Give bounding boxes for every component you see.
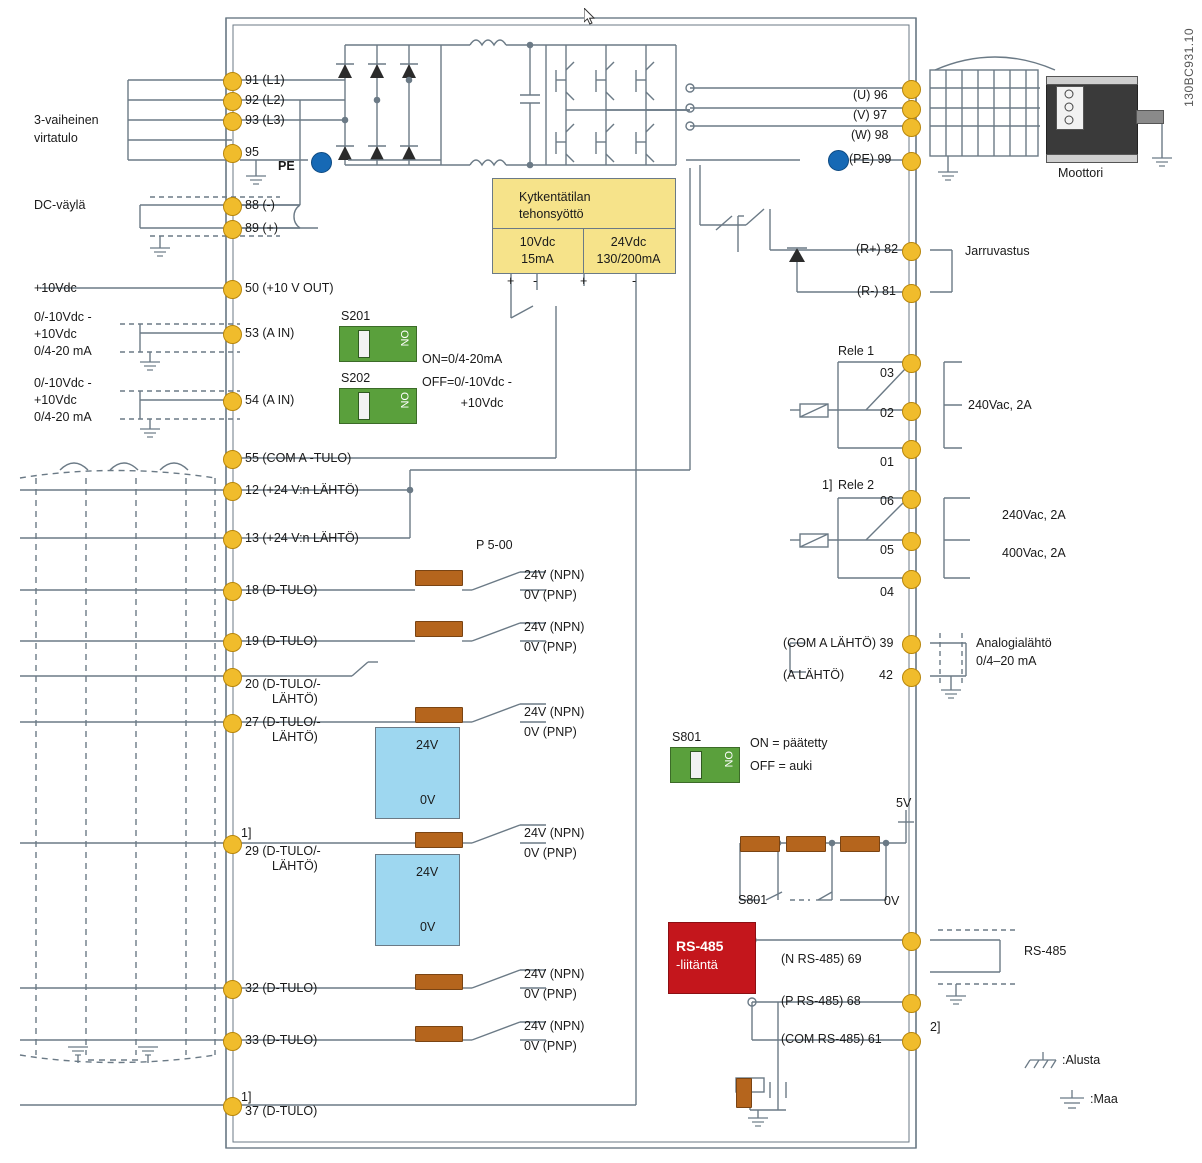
terminal-42[interactable] bbox=[902, 668, 921, 687]
terminal-99[interactable] bbox=[902, 152, 921, 171]
terminal-29-label2: LÄHTÖ) bbox=[272, 859, 318, 873]
pnp-label-32: 0V (PNP) bbox=[524, 987, 577, 1001]
terminal-04[interactable] bbox=[902, 570, 921, 589]
terminal-92-label: 92 (L2) bbox=[245, 93, 285, 107]
rs485-external-label: RS-485 bbox=[1024, 944, 1067, 958]
pnp-label-29: 0V (PNP) bbox=[524, 846, 577, 860]
motor-label: Moottori bbox=[1058, 166, 1104, 180]
terminal-54-label: 54 (A IN) bbox=[245, 393, 295, 407]
three-phase-label-line2: virtatulo bbox=[34, 131, 78, 145]
terminal-19[interactable] bbox=[223, 633, 242, 652]
terminal-96[interactable] bbox=[902, 80, 921, 99]
blue-29-0v: 0V bbox=[420, 920, 436, 934]
terminal-81[interactable] bbox=[902, 284, 921, 303]
resistor-33 bbox=[415, 1026, 463, 1042]
terminal-13-label: 13 (+24 V:n LÄHTÖ) bbox=[245, 531, 359, 545]
three-phase-label-line1: 3-vaiheinen bbox=[34, 113, 99, 127]
note-2-label: 2] bbox=[930, 1020, 941, 1034]
smps-pin-minus-1: - bbox=[533, 274, 538, 288]
terminal-95[interactable] bbox=[223, 144, 242, 163]
ain2-label-1: 0/-10Vdc - bbox=[34, 376, 92, 390]
terminal-19-label: 19 (D-TULO) bbox=[245, 634, 318, 648]
terminal-37-label: 37 (D-TULO) bbox=[245, 1104, 318, 1118]
terminal-42-label: (A LÄHTÖ) bbox=[783, 668, 845, 682]
smps-130-200ma: 130/200mA bbox=[596, 252, 661, 266]
smps-title-1: Kytkentätilan bbox=[519, 190, 591, 204]
terminal-39[interactable] bbox=[902, 635, 921, 654]
terminal-69[interactable] bbox=[902, 932, 921, 951]
five-volt-label: 5V bbox=[896, 796, 912, 810]
zero-volt-label: 0V bbox=[884, 894, 900, 908]
terminal-50[interactable] bbox=[223, 280, 242, 299]
ain2-label-3: 0/4-20 mA bbox=[34, 410, 92, 424]
terminal-32-label: 32 (D-TULO) bbox=[245, 981, 318, 995]
terminal-27-label2: LÄHTÖ) bbox=[272, 730, 318, 744]
relay1-rating: 240Vac, 2A bbox=[968, 398, 1032, 412]
rs485-com-resistor bbox=[736, 1078, 752, 1108]
termination-resistor-3 bbox=[840, 836, 880, 852]
terminal-82-label: (R+) 82 bbox=[856, 242, 899, 256]
note-1-terminal29: 1] bbox=[241, 826, 252, 840]
terminal-39-label: (COM A LÄHTÖ) 39 bbox=[783, 636, 894, 650]
npn-label-33: 24V (NPN) bbox=[524, 1019, 585, 1033]
relay1-label: Rele 1 bbox=[838, 344, 875, 358]
motor-shaft bbox=[1136, 110, 1164, 124]
motor-terminal-dots bbox=[1056, 86, 1082, 128]
npn-label-29: 24V (NPN) bbox=[524, 826, 585, 840]
terminal-05[interactable] bbox=[902, 532, 921, 551]
terminal-01-label: 01 bbox=[880, 455, 894, 469]
terminal-06-label: 06 bbox=[880, 494, 894, 508]
terminal-04-label: 04 bbox=[880, 585, 894, 599]
blue-27-24v: 24V bbox=[416, 738, 439, 752]
smps-10vdc: 10Vdc bbox=[519, 235, 556, 249]
terminal-97-label: (V) 97 bbox=[853, 108, 888, 122]
s201-on-text: ON bbox=[398, 330, 410, 347]
terminal-01[interactable] bbox=[902, 440, 921, 459]
dc-bus-label: DC-väylä bbox=[34, 198, 86, 212]
terminal-89-label: 89 (+) bbox=[245, 221, 279, 235]
smps-15ma: 15mA bbox=[521, 252, 554, 266]
ground-legend-label: :Maa bbox=[1090, 1092, 1118, 1106]
terminal-03-label: 03 bbox=[880, 366, 894, 380]
terminal-68[interactable] bbox=[902, 994, 921, 1013]
terminal-81-label: (R-) 81 bbox=[857, 284, 896, 298]
pnp-label-33: 0V (PNP) bbox=[524, 1039, 577, 1053]
resistor-29 bbox=[415, 832, 463, 848]
s202-on-text: ON bbox=[398, 392, 410, 409]
pnp-label-18: 0V (PNP) bbox=[524, 588, 577, 602]
note-1-terminal37: 1] bbox=[241, 1090, 252, 1104]
terminal-02-label: 02 bbox=[880, 406, 894, 420]
switch-off-description-2: +10Vdc bbox=[460, 396, 504, 410]
terminal-98[interactable] bbox=[902, 118, 921, 137]
terminal-92[interactable] bbox=[223, 92, 242, 111]
blue-27-0v: 0V bbox=[420, 793, 436, 807]
s202-slider[interactable] bbox=[358, 392, 370, 420]
s801-label: S801 bbox=[672, 730, 702, 744]
terminal-20-label: 20 (D-TULO/- bbox=[245, 677, 321, 691]
ain2-label-2: +10Vdc bbox=[34, 393, 77, 407]
terminal-18[interactable] bbox=[223, 582, 242, 601]
terminal-97[interactable] bbox=[902, 100, 921, 119]
ain1-label-1: 0/-10Vdc - bbox=[34, 310, 92, 324]
npn-label-32: 24V (NPN) bbox=[524, 967, 585, 981]
terminal-69-label: (N RS-485) 69 bbox=[781, 952, 862, 966]
terminal-29[interactable] bbox=[223, 835, 242, 854]
s201-label: S201 bbox=[341, 309, 371, 323]
terminal-55-label: 55 (COM A -TULO) bbox=[245, 451, 352, 465]
terminal-68-label: (P RS-485) 68 bbox=[781, 994, 861, 1008]
switch-off-description-1: OFF=0/-10Vdc - bbox=[422, 375, 512, 389]
rs485-card-label-1: RS-485 bbox=[676, 938, 724, 954]
pe-symbol-input bbox=[311, 152, 332, 173]
npn-label-27: 24V (NPN) bbox=[524, 705, 585, 719]
terminal-88[interactable] bbox=[223, 197, 242, 216]
switch-on-description: ON=0/4-20mA bbox=[422, 352, 503, 366]
pe-label: PE bbox=[278, 159, 295, 173]
terminal-88-label: 88 (-) bbox=[245, 198, 275, 212]
pe-symbol-motor bbox=[828, 150, 849, 171]
terminal-42-number: 42 bbox=[879, 668, 893, 682]
terminal-27-label: 27 (D-TULO/- bbox=[245, 715, 321, 729]
terminal-91-label: 91 (L1) bbox=[245, 73, 285, 87]
terminal-27[interactable] bbox=[223, 714, 242, 733]
terminal-05-label: 05 bbox=[880, 543, 894, 557]
terminal-03[interactable] bbox=[902, 354, 921, 373]
chassis-legend-label: :Alusta bbox=[1062, 1053, 1101, 1067]
terminal-61-label: (COM RS-485) 61 bbox=[781, 1032, 882, 1046]
terminal-61[interactable] bbox=[902, 1032, 921, 1051]
s801-inline-label: S801 bbox=[738, 893, 768, 907]
terminal-06[interactable] bbox=[902, 490, 921, 509]
s801-on-description: ON = päätetty bbox=[750, 736, 828, 750]
terminal-98-label: (W) 98 bbox=[851, 128, 889, 142]
relay2-rating-1: 240Vac, 2A bbox=[1002, 508, 1066, 522]
mouse-cursor bbox=[584, 8, 596, 26]
terminal-32[interactable] bbox=[223, 980, 242, 999]
relay2-rating-2: 400Vac, 2A bbox=[1002, 546, 1066, 560]
s801-on-text: ON bbox=[722, 751, 734, 768]
terminal-93-label: 93 (L3) bbox=[245, 113, 285, 127]
blue-29-24v: 24V bbox=[416, 865, 439, 879]
p5-00-label: P 5-00 bbox=[476, 538, 513, 552]
termination-resistor-2 bbox=[786, 836, 826, 852]
s801-off-description: OFF = auki bbox=[750, 759, 813, 773]
npn-label-18: 24V (NPN) bbox=[524, 568, 585, 582]
terminal-29-label: 29 (D-TULO/- bbox=[245, 844, 321, 858]
smps-pin-plus-1: + bbox=[507, 274, 515, 288]
smps-title-2: tehonsyöttö bbox=[519, 207, 584, 221]
terminal-91[interactable] bbox=[223, 72, 242, 91]
motor-base-plate bbox=[1046, 154, 1138, 163]
brake-resistor-label: Jarruvastus bbox=[965, 244, 1030, 258]
resistor-19 bbox=[415, 621, 463, 637]
terminal-99-label: (PE) 99 bbox=[849, 152, 892, 166]
ain1-label-2: +10Vdc bbox=[34, 327, 77, 341]
resistor-18 bbox=[415, 570, 463, 586]
terminal-55[interactable] bbox=[223, 450, 242, 469]
terminal-12-label: 12 (+24 V:n LÄHTÖ) bbox=[245, 483, 359, 497]
terminal-54[interactable] bbox=[223, 392, 242, 411]
resistor-27 bbox=[415, 707, 463, 723]
terminal-82[interactable] bbox=[902, 242, 921, 261]
terminal-20[interactable] bbox=[223, 668, 242, 687]
analog-output-label-1: Analogialähtö bbox=[976, 636, 1052, 650]
s201-slider[interactable] bbox=[358, 330, 370, 358]
npn-label-19: 24V (NPN) bbox=[524, 620, 585, 634]
smps-pin-plus-2: + bbox=[580, 274, 588, 288]
terminal-37[interactable] bbox=[223, 1097, 242, 1116]
plus10vdc-label: +10Vdc bbox=[34, 281, 77, 295]
motor-top-plate bbox=[1046, 76, 1138, 85]
terminal-53[interactable] bbox=[223, 325, 242, 344]
analog-output-label-2: 0/4–20 mA bbox=[976, 654, 1037, 668]
terminal-02[interactable] bbox=[902, 402, 921, 421]
relay2-note: 1] bbox=[822, 478, 833, 492]
terminal-96-label: (U) 96 bbox=[853, 88, 888, 102]
ain1-label-3: 0/4-20 mA bbox=[34, 344, 92, 358]
relay2-label: Rele 2 bbox=[838, 478, 875, 492]
terminal-89[interactable] bbox=[223, 220, 242, 239]
terminal-18-label: 18 (D-TULO) bbox=[245, 583, 318, 597]
terminal-33[interactable] bbox=[223, 1032, 242, 1051]
terminal-20-label2: LÄHTÖ) bbox=[272, 692, 318, 706]
pnp-label-27: 0V (PNP) bbox=[524, 725, 577, 739]
smps-pin-minus-2: - bbox=[632, 274, 637, 288]
terminal-13[interactable] bbox=[223, 530, 242, 549]
resistor-32 bbox=[415, 974, 463, 990]
terminal-50-label: 50 (+10 V OUT) bbox=[245, 281, 334, 295]
s202-label: S202 bbox=[341, 371, 371, 385]
terminal-95-label: 95 bbox=[245, 145, 259, 159]
terminal-93[interactable] bbox=[223, 112, 242, 131]
document-id: 130BC931.10 bbox=[1182, 28, 1196, 107]
rs485-card-label-2: -liitäntä bbox=[676, 957, 718, 972]
s801-slider[interactable] bbox=[690, 751, 702, 779]
terminal-12[interactable] bbox=[223, 482, 242, 501]
smps-24vdc: 24Vdc bbox=[610, 235, 647, 249]
pnp-label-19: 0V (PNP) bbox=[524, 640, 577, 654]
terminal-53-label: 53 (A IN) bbox=[245, 326, 295, 340]
termination-resistor-1 bbox=[740, 836, 780, 852]
terminal-33-label: 33 (D-TULO) bbox=[245, 1033, 318, 1047]
